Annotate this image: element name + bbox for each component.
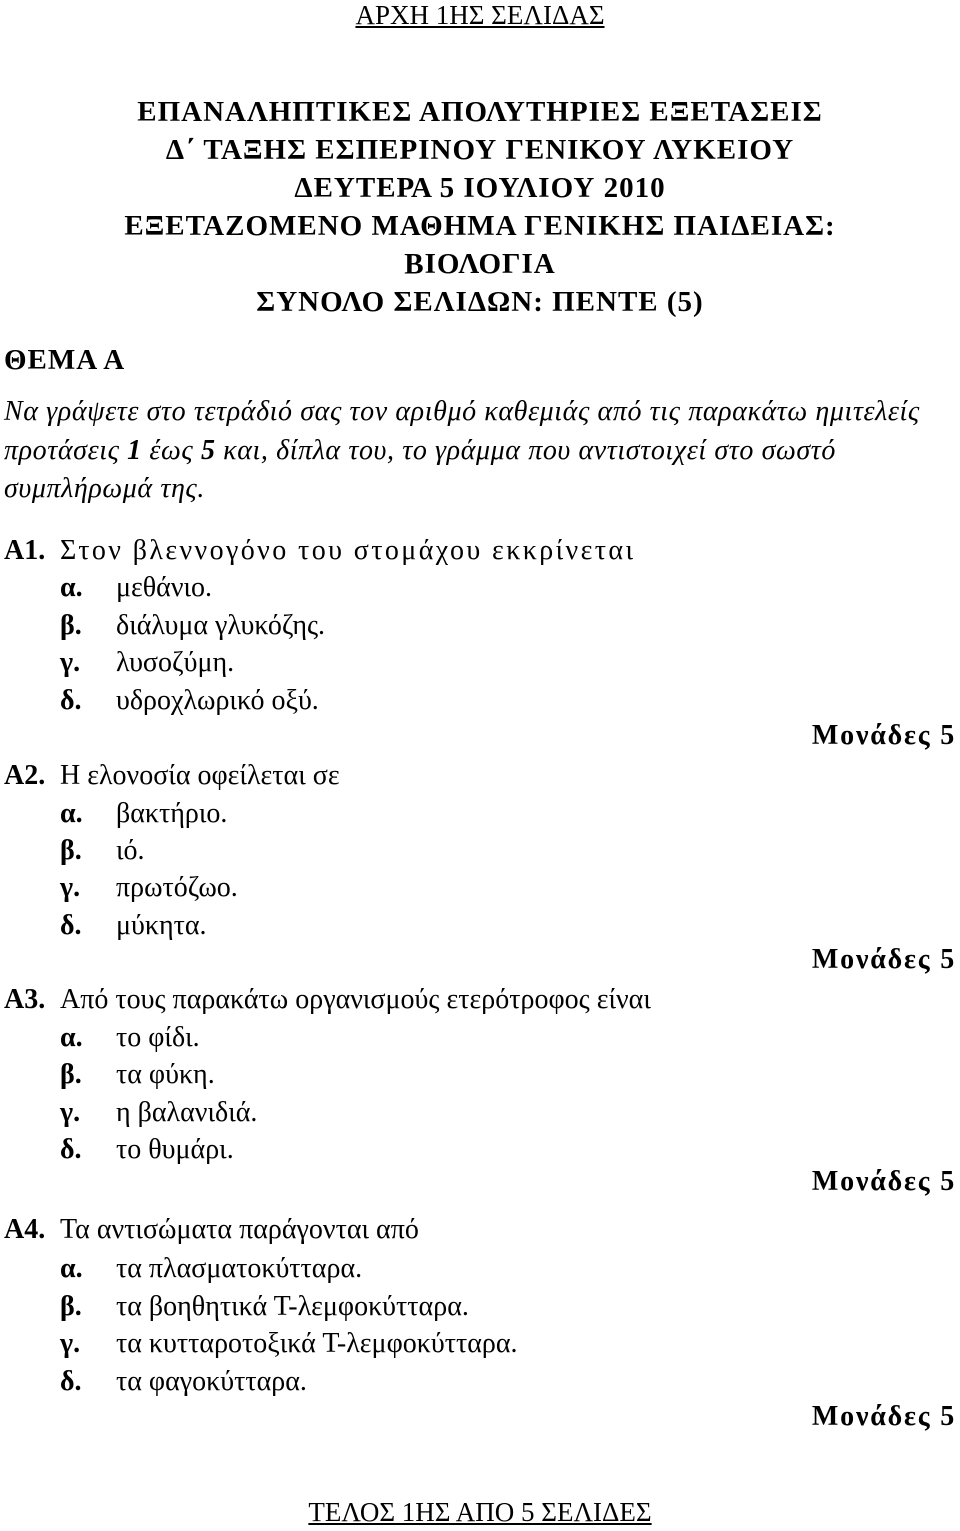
question-a3-option-letter: β. — [60, 1059, 82, 1090]
exam-title-line-2: Δ΄ ΤΑΞΗΣ ΕΣΠΕΡΙΝΟΥ ΓΕΝΙΚΟΥ ΛΥΚΕΙΟΥ — [165, 134, 795, 166]
question-a1-option-text: διάλυμα γλυκόζης. — [116, 610, 326, 641]
question-a4-text: Τα αντισώματα παράγονται από — [60, 1214, 419, 1245]
question-a1-option-text: λυσοζύμη. — [116, 647, 235, 678]
question-a2-option-letter: δ. — [60, 910, 82, 941]
question-a4-label: Α4. — [4, 1214, 46, 1245]
instructions — [4, 393, 960, 509]
question-a3-option-letter: α. — [60, 1022, 83, 1053]
page-header: ΑΡΧΗ 1ΗΣ ΣΕΛΙΔΑΣ — [355, 0, 605, 30]
question-a2-option-text: ιό. — [116, 835, 145, 866]
question-a4-option-letter: δ. — [60, 1366, 82, 1397]
question-a1-text: Στον βλεννογόνο του στομάχου εκκρίνεται — [60, 535, 636, 566]
question-a3-option-text: το θυμάρι. — [116, 1134, 234, 1165]
question-a1-option-letter: β. — [60, 610, 82, 641]
exam-date: ΔΕΥΤΕΡΑ 5 ΙΟΥΛΙΟΥ 2010 — [294, 172, 666, 204]
question-a2-text: Η ελονοσία οφείλεται σε — [60, 760, 340, 791]
instructions-num-to: 5 — [200, 434, 216, 466]
question-a4-option-text: τα κυτταροτοξικά Τ-λεμφοκύτταρα. — [116, 1328, 518, 1359]
page-footer: ΤΕΛΟΣ 1ΗΣ ΑΠΟ 5 ΣΕΛΙΔΕΣ — [308, 1497, 652, 1527]
question-a1-option-letter: γ. — [60, 647, 81, 678]
question-a4-option-text: τα πλασματοκύτταρα. — [116, 1253, 363, 1284]
question-a2-option-text: μύκητα. — [116, 910, 207, 941]
instructions-part-1: Να γράψετε στο τετράδιό σας τον αριθμό καθεμιάς από τις παρακάτω ημιτελείς προτάσεις — [4, 396, 920, 466]
question-a4-option-letter: α. — [60, 1253, 83, 1284]
question-a2-option-letter: β. — [60, 835, 82, 866]
exam-subject-line: ΕΞΕΤΑΖΟΜΕΝΟ ΜΑΘΗΜΑ ΓΕΝΙΚΗΣ ΠΑΙΔΕΙΑΣ: — [124, 210, 836, 242]
question-a4-option-text: τα φαγοκύτταρα. — [116, 1366, 307, 1397]
exam-title-line-1: ΕΠΑΝΑΛΗΠΤΙΚΕΣ ΑΠΟΛΥΤΗΡΙΕΣ ΕΞΕΤΑΣΕΙΣ — [137, 96, 823, 128]
question-a3-points: Μονάδες 5 — [811, 1166, 956, 1197]
question-a3-option-letter: γ. — [60, 1097, 81, 1128]
question-a2-option-text: βακτήριο. — [116, 798, 228, 829]
question-a3-option-letter: δ. — [60, 1134, 82, 1165]
question-a4-option-letter: γ. — [60, 1328, 81, 1359]
question-a1-label: Α1. — [4, 535, 46, 566]
question-a3-option-text: το φίδι. — [116, 1022, 200, 1053]
question-a1-points: Μονάδες 5 — [811, 720, 956, 751]
section-heading: ΘΕΜΑ Α — [4, 344, 126, 376]
question-a2-option-letter: γ. — [60, 872, 81, 903]
instructions-part-2: έως — [141, 434, 201, 466]
question-a2-option-letter: α. — [60, 798, 83, 829]
question-a3-label: Α3. — [4, 984, 46, 1015]
instructions-num-from: 1 — [127, 434, 142, 466]
question-a4-option-text: τα βοηθητικά Τ-λεμφοκύτταρα. — [116, 1291, 469, 1322]
exam-subject: ΒΙΟΛΟΓΙΑ — [404, 248, 556, 280]
question-a2-option-text: πρωτόζωο. — [116, 872, 238, 903]
question-a3-option-text: τα φύκη. — [116, 1059, 215, 1090]
question-a4-option-letter: β. — [60, 1291, 82, 1322]
question-a1-option-text: υδροχλωρικό οξύ. — [116, 685, 319, 716]
question-a1-option-letter: δ. — [60, 685, 82, 716]
instructions-part-3: και, δίπλα του, το γράμμα που αντιστοιχεί στο σωστό συμπλήρωμά της. — [4, 434, 836, 504]
question-a2-label: Α2. — [4, 760, 46, 791]
question-a3-option-text: η βαλανιδιά. — [116, 1097, 258, 1128]
question-a1-option-text: μεθάνιο. — [116, 572, 213, 603]
question-a3-text: Από τους παρακάτω οργανισμούς ετερότροφος είναι — [60, 984, 651, 1015]
question-a2-points: Μονάδες 5 — [811, 944, 956, 975]
exam-page-count: ΣΥΝΟΛΟ ΣΕΛΙΔΩΝ: ΠΕΝΤΕ (5) — [256, 286, 704, 318]
question-a1-option-letter: α. — [60, 572, 83, 603]
question-a4-points: Μονάδες 5 — [811, 1401, 956, 1432]
